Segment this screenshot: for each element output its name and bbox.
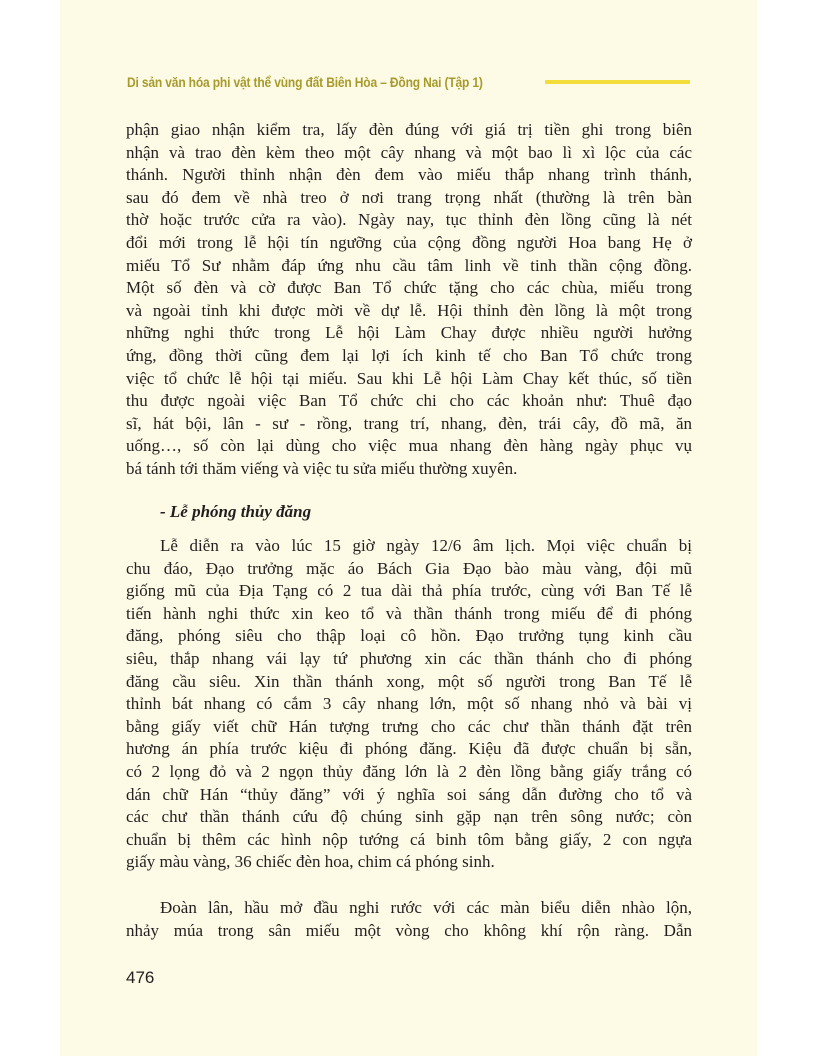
section-heading: - Lễ phóng thủy đăng <box>160 502 312 521</box>
paragraph-1 <box>126 119 692 481</box>
text-line: đăng, phóng siêu cho thập loại cô hồn. Đạo trưởng tụng kinh cầu <box>126 626 692 646</box>
header-rule <box>545 80 690 84</box>
text-line: thỉnh bát nhang có cắm 3 cây nhang lớn, một số nhang nhỏ và bài vị <box>126 694 692 714</box>
text-line: thu được ngoài việc Ban Tổ chức chi cho các khoản như: Thuê đạo <box>126 391 692 411</box>
text-line: Lễ diễn ra vào lúc 15 giờ ngày 12/6 âm lịch. Mọi việc chuẩn bị <box>160 536 692 555</box>
header-title: Di sản văn hóa phi vật thể vùng đất Biên Hòa – Đồng Nai (Tập 1) <box>127 74 483 90</box>
text-line: miếu Tổ Sư nhằm đáp ứng nhu cầu tâm linh về tinh thần cộng đồng. <box>126 255 692 275</box>
text-line: các chư thần thánh cứu độ chúng sinh gặp nạn trên sông nước; còn <box>126 807 692 827</box>
text-line: việc tổ chức lễ hội tại miếu. Sau khi Lễ hội Làm Chay kết thúc, số tiền <box>126 368 692 388</box>
text-line: ứng, đồng thời cũng đem lại lợi ích kinh tế cho Ban Tổ chức trong <box>126 345 692 365</box>
text-line: sĩ, hát bội, lân - sư - rồng, trang trí, nhang, đèn, trái cây, đồ mã, ăn <box>126 413 692 433</box>
text-line: nhận và trao đèn kèm theo một cây nhang và một bao lì xì lộc của các <box>126 142 692 162</box>
text-line: uống…, số còn lại dùng cho việc mua nhang đèn hàng ngày phục vụ <box>126 436 692 456</box>
page-number: 476 <box>126 968 155 987</box>
text-line: chu đáo, Đạo trưởng mặc áo Bách Gia Đạo bào màu vàng, đội mũ <box>126 558 692 578</box>
text-line: Đoàn lân, hầu mở đầu nghi rước với các màn biểu diễn nhào lộn, <box>160 898 692 917</box>
text-line: bằng giấy viết chữ Hán tượng trưng cho các chư thần thánh đặt trên <box>126 716 692 736</box>
text-line: thánh. Người thỉnh nhận đèn đem vào miếu thắp nhang trình thánh, <box>126 165 692 185</box>
text-line: thờ hoặc trước cửa ra vào). Ngày nay, tục thỉnh đèn lồng cũng là nét <box>126 210 692 230</box>
text-line: siêu, thắp nhang vái lạy tứ phương xin các thần thánh cho đi phóng <box>126 648 692 668</box>
paragraph-2 <box>126 535 692 874</box>
running-header <box>127 72 690 92</box>
text-line: phận giao nhận kiểm tra, lấy đèn đúng với giá trị tiền ghi trong biên <box>126 120 692 139</box>
text-line: giấy màu vàng, 36 chiếc đèn hoa, chim cá phóng sinh. <box>126 852 495 872</box>
text-line: những nghi thức trong Lễ hội Làm Chay được nhiều người hưởng <box>126 323 692 343</box>
text-line: sau đó đem về nhà treo ở nơi trang trọng nhất (thường là trên bàn <box>126 187 692 207</box>
text-line: giống mũ của Địa Tạng có 2 tua dài thả phía trước, cùng với Ban Tế lễ <box>126 581 692 601</box>
paragraph-3 <box>126 897 692 942</box>
text-line: đổi mới trong lễ hội tín ngưỡng của cộng đồng người Hoa bang Hẹ ở <box>126 232 692 252</box>
text-line: Một số đèn và cờ được Ban Tổ chức tặng cho các chùa, miếu trong <box>126 278 692 298</box>
text-line: đăng cầu siêu. Xin thần thánh xong, một số người trong Ban Tế lễ <box>126 671 692 691</box>
text-line: tiến hành nghi thức xin keo tổ và thần thánh trong miếu để đi phóng <box>126 603 692 623</box>
text-line: nhảy múa trong sân miếu một vòng cho không khí rộn ràng. Dẫn <box>126 920 692 940</box>
text-line: và ngoài tỉnh khi được mời về dự lễ. Hội thỉnh đèn lồng là một trong <box>126 300 692 320</box>
text-line: dán chữ Hán “thủy đăng” với ý nghĩa soi sáng dẫn đường cho tổ và <box>126 784 692 804</box>
text-line: hương án phía trước kiệu đi phóng đăng. Kiệu đã được chuẩn bị sẵn, <box>126 739 692 759</box>
text-line: có 2 lọng đỏ và 2 ngọn thủy đăng lớn là 2 đèn lồng bằng giấy trắng có <box>126 761 692 781</box>
text-line: chuẩn bị thêm các hình nộp tướng cá binh tôm bằng giấy, 2 con ngựa <box>126 829 692 849</box>
text-line: bá tánh tới thăm viếng và việc tu sửa miếu thường xuyên. <box>126 458 518 478</box>
